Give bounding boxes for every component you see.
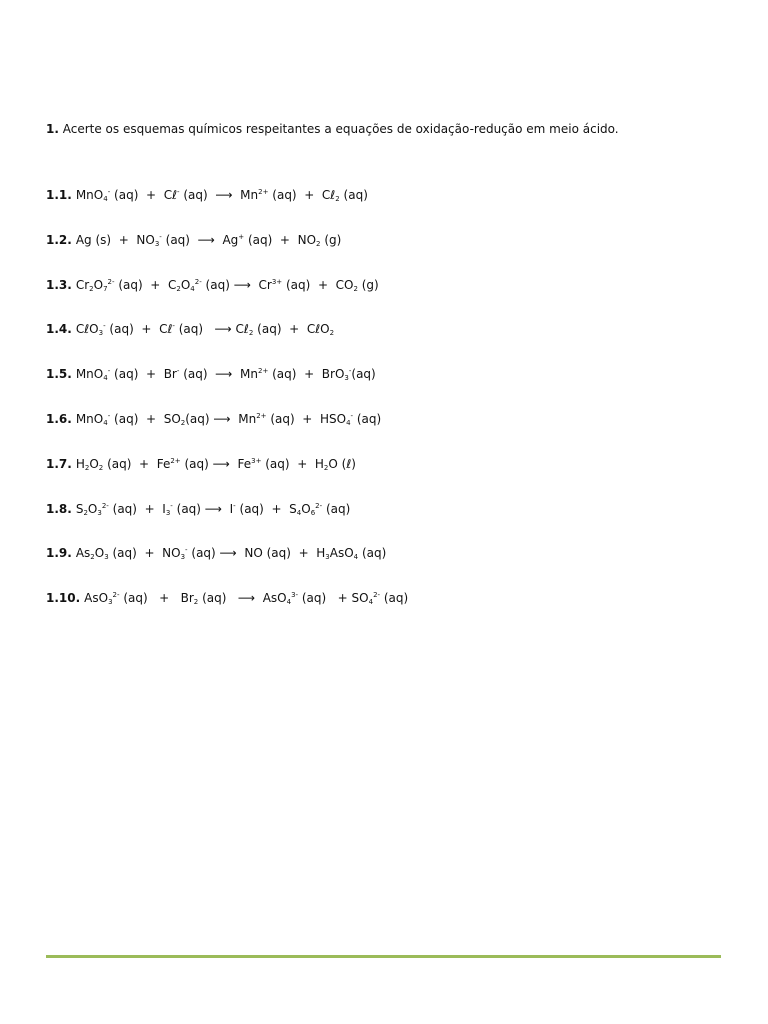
equation-term: O (ℓ) — [328, 456, 356, 471]
question-number: 1. — [46, 122, 59, 136]
subscript: 2 — [248, 329, 254, 338]
subscript: 4 — [296, 508, 302, 517]
subscript: 2 — [180, 418, 186, 427]
superscript: 2- — [194, 277, 202, 286]
equation-term: Ag (s) + NO — [75, 232, 155, 247]
subscript: 2 — [335, 195, 340, 203]
subscript: 3 — [97, 508, 102, 517]
subscript: 2 — [323, 463, 329, 472]
equation-term: (aq) + Cℓ — [268, 188, 336, 202]
superscript: 2- — [373, 591, 381, 600]
subscript: 4 — [103, 195, 108, 203]
superscript: - — [348, 367, 352, 376]
equation-item — [46, 545, 726, 590]
equation-term: (aq) + CO — [282, 277, 354, 292]
equation-text — [76, 546, 386, 560]
equation-term: CℓO — [75, 322, 99, 337]
equation-term: (aq) + BrO — [268, 367, 345, 382]
equation-term: (aq) — [358, 546, 387, 561]
equation-item — [46, 501, 726, 546]
equation-term: AsO — [84, 591, 109, 606]
equation-term: Cr — [75, 277, 90, 292]
subscript: 2 — [90, 553, 95, 562]
equation-term: MnO — [75, 411, 104, 426]
equation-number: 1.3. — [46, 277, 72, 292]
superscript: - — [172, 322, 175, 331]
equation-term: MnO — [75, 188, 104, 202]
subscript: 3 — [154, 239, 160, 248]
equation-term: (g) — [357, 277, 379, 292]
equation-term: (aq) ⟶ Ag — [161, 232, 239, 247]
equation-term: (aq) + Br — [110, 367, 177, 382]
equation-term: (aq) ⟶ I — [172, 501, 234, 516]
equation-term: (aq) + NO — [108, 546, 181, 561]
equation-text — [84, 591, 408, 605]
superscript: 3- — [291, 591, 299, 600]
equation-number: 1.10. — [46, 591, 81, 606]
question-text: Acerte os esquemas químicos respeitantes a equações de oxidação-redução em meio ácido. — [58, 122, 619, 136]
equation-text — [76, 322, 334, 336]
equation-term: (aq) — [351, 367, 376, 382]
subscript: 2 — [84, 463, 90, 472]
superscript: 2+ — [256, 411, 267, 420]
equation-term: (aq) + S — [235, 501, 297, 516]
superscript: - — [176, 367, 180, 376]
equation-number: 1.2. — [46, 232, 72, 247]
equation-term: (aq) ⟶ Mn — [179, 367, 258, 382]
equation-term: (aq) — [322, 501, 351, 516]
superscript: 2- — [107, 277, 115, 286]
equation-text — [76, 278, 379, 292]
equation-list — [46, 187, 726, 635]
superscript: 2+ — [170, 456, 181, 465]
equation-number: 1.8. — [46, 501, 72, 516]
subscript: 3 — [108, 598, 113, 607]
superscript: - — [107, 411, 111, 420]
equation-item — [46, 456, 726, 501]
equation-term: AsO — [329, 546, 354, 561]
equation-item — [46, 590, 726, 635]
equation-number: 1.7. — [46, 456, 72, 471]
equation-term: (aq) ⟶ AsO — [198, 591, 287, 606]
superscript: - — [233, 501, 236, 510]
subscript: 2 — [353, 284, 358, 293]
subscript: 2 — [193, 598, 199, 607]
equation-term: (aq) + CℓO — [253, 322, 330, 337]
superscript: - — [103, 322, 106, 331]
equation-term: (aq) — [339, 188, 368, 202]
equation-item — [46, 411, 726, 456]
equation-term: (aq) ⟶ Mn — [185, 411, 257, 426]
equation-term: O — [93, 277, 104, 292]
equation-term: (aq) + Cℓ — [110, 188, 178, 202]
subscript: 4 — [353, 553, 359, 562]
subscript: 6 — [310, 508, 316, 517]
superscript: - — [170, 501, 173, 510]
equation-number: 1.6. — [46, 411, 72, 426]
equation-term: (g) — [320, 232, 342, 247]
superscript: - — [107, 188, 111, 196]
equation-text — [76, 412, 381, 426]
equation-item — [46, 187, 726, 232]
equation-number: 1.4. — [46, 322, 72, 337]
equation-term: (aq) ⟶ Cr — [201, 277, 272, 292]
equation-term: (aq) ⟶ NO (aq) + H — [187, 546, 326, 561]
subscript: 3 — [180, 553, 186, 562]
subscript: 3 — [344, 374, 349, 383]
equation-term: S — [75, 501, 84, 516]
equation-number: 1.5. — [46, 367, 72, 382]
superscript: 2+ — [257, 367, 269, 376]
subscript: 2 — [98, 463, 104, 472]
subscript: 3 — [98, 329, 104, 338]
equation-term: (aq) + NO — [244, 232, 317, 247]
equation-term: MnO — [75, 367, 104, 382]
subscript: 3 — [165, 508, 171, 517]
equation-term: O — [87, 501, 98, 516]
subscript: 2 — [316, 239, 321, 248]
equation-term: (aq) + H — [261, 456, 324, 471]
equation-term: O — [89, 456, 99, 471]
subscript: 3 — [104, 553, 109, 562]
equation-term: (aq) + Fe — [103, 456, 171, 471]
equation-term: (aq) ⟶ Cℓ — [174, 322, 249, 337]
equation-item — [46, 321, 726, 366]
superscript: - — [159, 232, 162, 241]
superscript: 2- — [315, 501, 323, 510]
subscript: 3 — [325, 553, 330, 562]
equation-term: (aq) — [380, 591, 409, 606]
equation-term: (aq) + SO — [298, 591, 369, 606]
equation-term: (aq) ⟶ Mn — [179, 188, 259, 202]
equation-number: 1.1. — [46, 188, 72, 202]
equation-term: (aq) — [353, 411, 382, 426]
footer-divider — [46, 955, 721, 958]
equation-term: H — [75, 456, 85, 471]
subscript: 4 — [346, 418, 351, 427]
equation-item — [46, 277, 726, 322]
equation-term: As — [75, 546, 91, 561]
subscript: 2 — [89, 284, 94, 293]
superscript: - — [350, 411, 354, 420]
equation-term: O — [301, 501, 311, 516]
equation-term: (aq) + Cℓ — [105, 322, 173, 337]
equation-text — [76, 233, 341, 247]
equation-term: O — [94, 546, 105, 561]
superscript: 3+ — [251, 456, 262, 465]
subscript: 4 — [368, 598, 374, 607]
superscript: + — [238, 232, 245, 241]
equation-term: (aq) + C — [114, 277, 177, 292]
equation-number: 1.9. — [46, 546, 72, 561]
superscript: 2+ — [258, 188, 269, 196]
question-heading — [46, 121, 726, 137]
superscript: - — [107, 367, 111, 376]
subscript: 7 — [103, 284, 108, 293]
equation-term: (aq) + HSO — [266, 411, 347, 426]
subscript: 4 — [190, 284, 195, 293]
equation-term: (aq) ⟶ Fe — [180, 456, 252, 471]
equation-term: O — [180, 277, 191, 292]
equation-term: (aq) + I — [108, 501, 166, 516]
superscript: - — [185, 546, 188, 555]
subscript: 4 — [103, 374, 108, 383]
equation-text — [76, 502, 350, 516]
subscript: 4 — [103, 418, 108, 427]
equation-text — [76, 457, 356, 471]
subscript: 4 — [286, 598, 292, 607]
equation-term: (aq) + SO — [110, 411, 181, 426]
equation-text — [76, 367, 376, 381]
equation-text — [76, 188, 368, 202]
equation-term: (aq) + Br — [119, 591, 194, 606]
superscript: 2- — [112, 591, 120, 600]
subscript: 2 — [176, 284, 181, 293]
equation-item — [46, 232, 726, 277]
subscript: 2 — [83, 508, 88, 517]
superscript: 3+ — [271, 277, 283, 286]
subscript: 2 — [329, 329, 335, 338]
superscript: 2- — [101, 501, 109, 510]
superscript: - — [177, 188, 180, 196]
equation-item — [46, 366, 726, 411]
